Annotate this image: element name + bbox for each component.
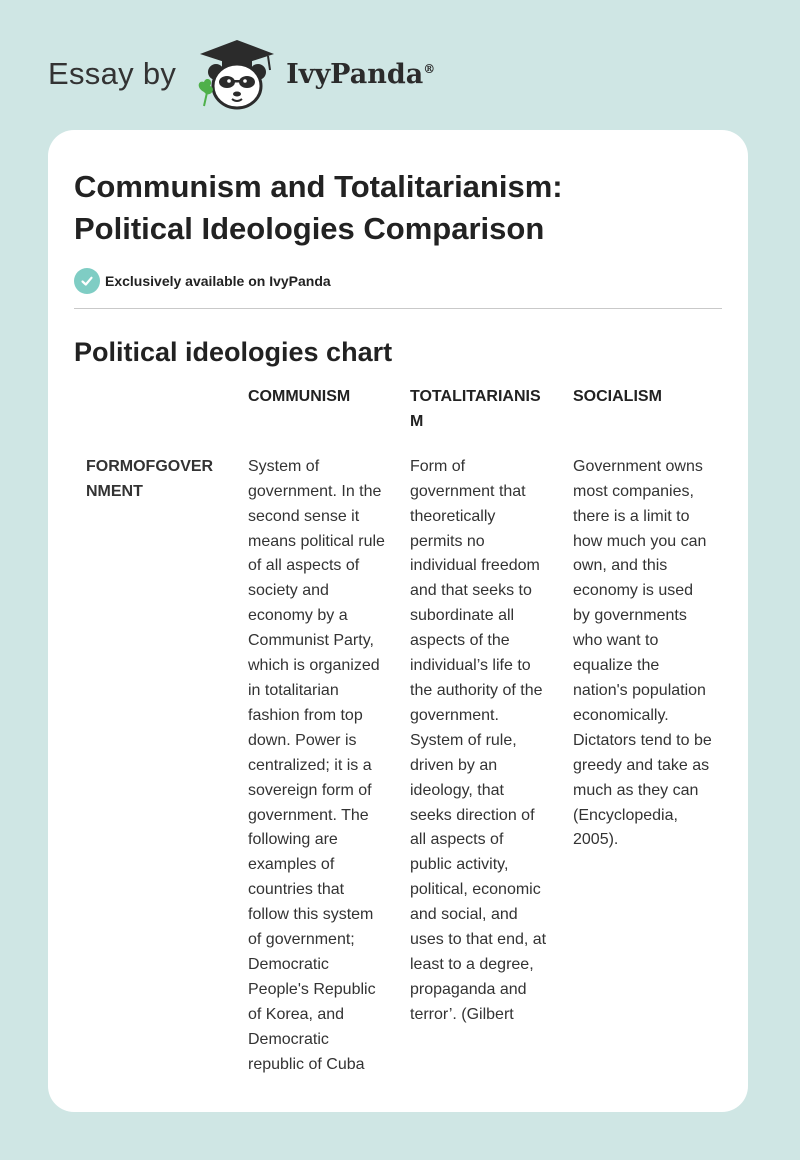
essay-by-label: Essay by [48,56,177,91]
table-cell: Government owns most companies, there is a limit to how much you can own, and this economy is used by governments who want to equalize the nation's population economically. Dictators tend to be greedy and take as much as they can (Encyclopedia, 2005). [573,457,712,849]
column-header: COMMUNISM [248,388,351,405]
column-header: TOTALITARIANISM [410,388,541,430]
row-header: FORMOFGOVERNMENT [86,457,214,500]
check-icon [74,268,100,294]
ivypanda-logo[interactable] [194,36,435,112]
column-header: SOCIALISM [573,388,662,405]
ideologies-table [74,385,724,1077]
page-title: Communism and Totalitarianism: Political Ideologies Comparison [74,169,563,246]
divider [74,308,722,309]
exclusive-badge [74,268,722,294]
table-cell: Form of government that theoretically permits no individual freedom and that seeks to subordinate all aspects of the individual’s life to the authority of the government. System of rule, driven by an ideology, that seeks direction of all aspects of public activity, political, economic and social, and uses to that end, at least to a degree, propaganda and terror’. (Gilbert [410,457,547,1023]
table-row [74,455,724,1078]
panda-graduate-icon [194,36,280,112]
site-header [48,36,435,112]
section-heading: Political ideologies chart [74,337,393,367]
column-header [74,385,236,455]
content-card [48,130,748,1112]
table-cell: System of government. In the second sense it means political rule of all aspects of society and economy by a Communist Party, which is organized in totalitarian fashion from top down. Power is centralized; it is a sovereign form of government. The following are examples of countries that follow this system of government; Democratic People's Republic of Korea, and Democratic republic of Cuba [248,457,385,1073]
brand-name: IvyPanda® [286,58,436,90]
table-header-row [74,385,724,455]
badge-label: Exclusively available on IvyPanda [105,273,331,289]
